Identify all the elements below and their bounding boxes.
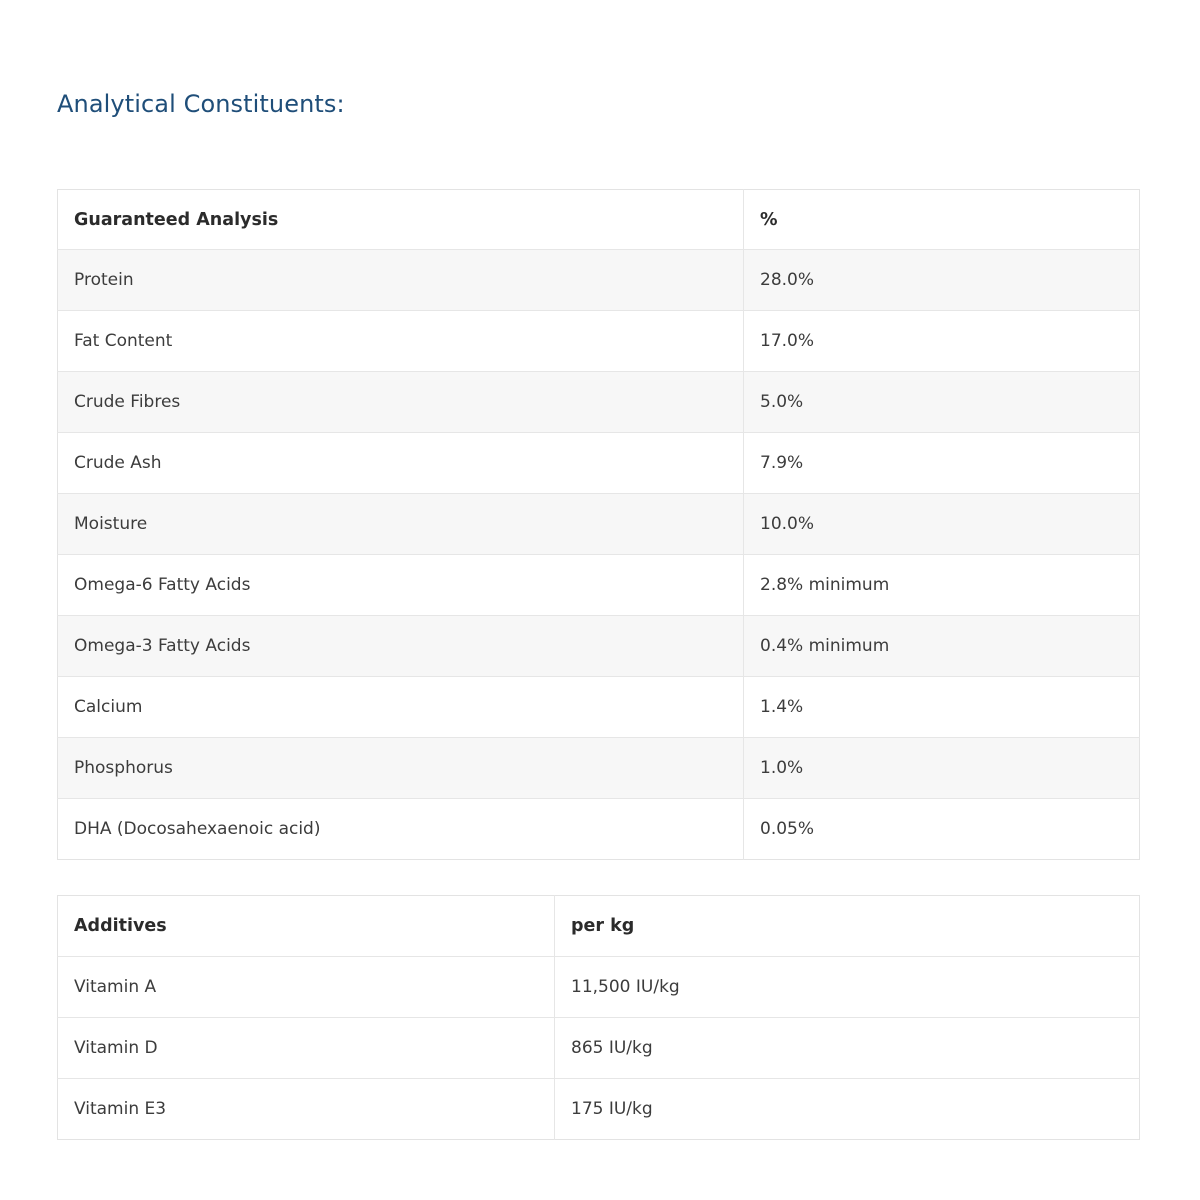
row-label: Phosphorus xyxy=(58,738,744,799)
row-value: 1.4% xyxy=(744,677,1140,738)
table-row xyxy=(58,372,1140,433)
table-header xyxy=(58,190,1140,250)
table-header-row xyxy=(58,896,1140,957)
row-label: Omega-6 Fatty Acids xyxy=(58,555,744,616)
row-value: 1.0% xyxy=(744,738,1140,799)
table-row xyxy=(58,1079,1140,1140)
row-label: Crude Fibres xyxy=(58,372,744,433)
row-value: 10.0% xyxy=(744,494,1140,555)
additives-section xyxy=(57,895,1139,1140)
row-label: Vitamin D xyxy=(58,1018,555,1079)
table-body xyxy=(58,250,1140,860)
table-row xyxy=(58,957,1140,1018)
row-value: 0.4% minimum xyxy=(744,616,1140,677)
row-label: Crude Ash xyxy=(58,433,744,494)
column-header-additives: Additives xyxy=(58,896,555,957)
row-label: Omega-3 Fatty Acids xyxy=(58,616,744,677)
additives-table xyxy=(57,895,1140,1140)
row-label: Vitamin E3 xyxy=(58,1079,555,1140)
column-header-per-kg: per kg xyxy=(555,896,1140,957)
row-value: 865 IU/kg xyxy=(555,1018,1140,1079)
row-label: Fat Content xyxy=(58,311,744,372)
table-row xyxy=(58,1018,1140,1079)
row-value: 7.9% xyxy=(744,433,1140,494)
column-header-percent: % xyxy=(744,190,1140,250)
row-value: 0.05% xyxy=(744,799,1140,860)
row-label: Moisture xyxy=(58,494,744,555)
table-row xyxy=(58,677,1140,738)
table-row xyxy=(58,555,1140,616)
row-label: Vitamin A xyxy=(58,957,555,1018)
table-row xyxy=(58,738,1140,799)
table-header-row xyxy=(58,190,1140,250)
analytical-constituents-section xyxy=(57,189,1139,860)
table-row xyxy=(58,311,1140,372)
column-header-analysis: Guaranteed Analysis xyxy=(58,190,744,250)
row-value: 17.0% xyxy=(744,311,1140,372)
row-label: Calcium xyxy=(58,677,744,738)
table-row xyxy=(58,494,1140,555)
page-title: Analytical Constituents: xyxy=(57,90,345,118)
guaranteed-analysis-table xyxy=(57,189,1140,860)
row-value: 2.8% minimum xyxy=(744,555,1140,616)
table-row xyxy=(58,250,1140,311)
table-row xyxy=(58,799,1140,860)
row-value: 175 IU/kg xyxy=(555,1079,1140,1140)
row-value: 11,500 IU/kg xyxy=(555,957,1140,1018)
table-row xyxy=(58,616,1140,677)
row-label: Protein xyxy=(58,250,744,311)
table-body xyxy=(58,957,1140,1140)
table-row xyxy=(58,433,1140,494)
row-value: 5.0% xyxy=(744,372,1140,433)
row-label: DHA (Docosahexaenoic acid) xyxy=(58,799,744,860)
table-header xyxy=(58,896,1140,957)
row-value: 28.0% xyxy=(744,250,1140,311)
